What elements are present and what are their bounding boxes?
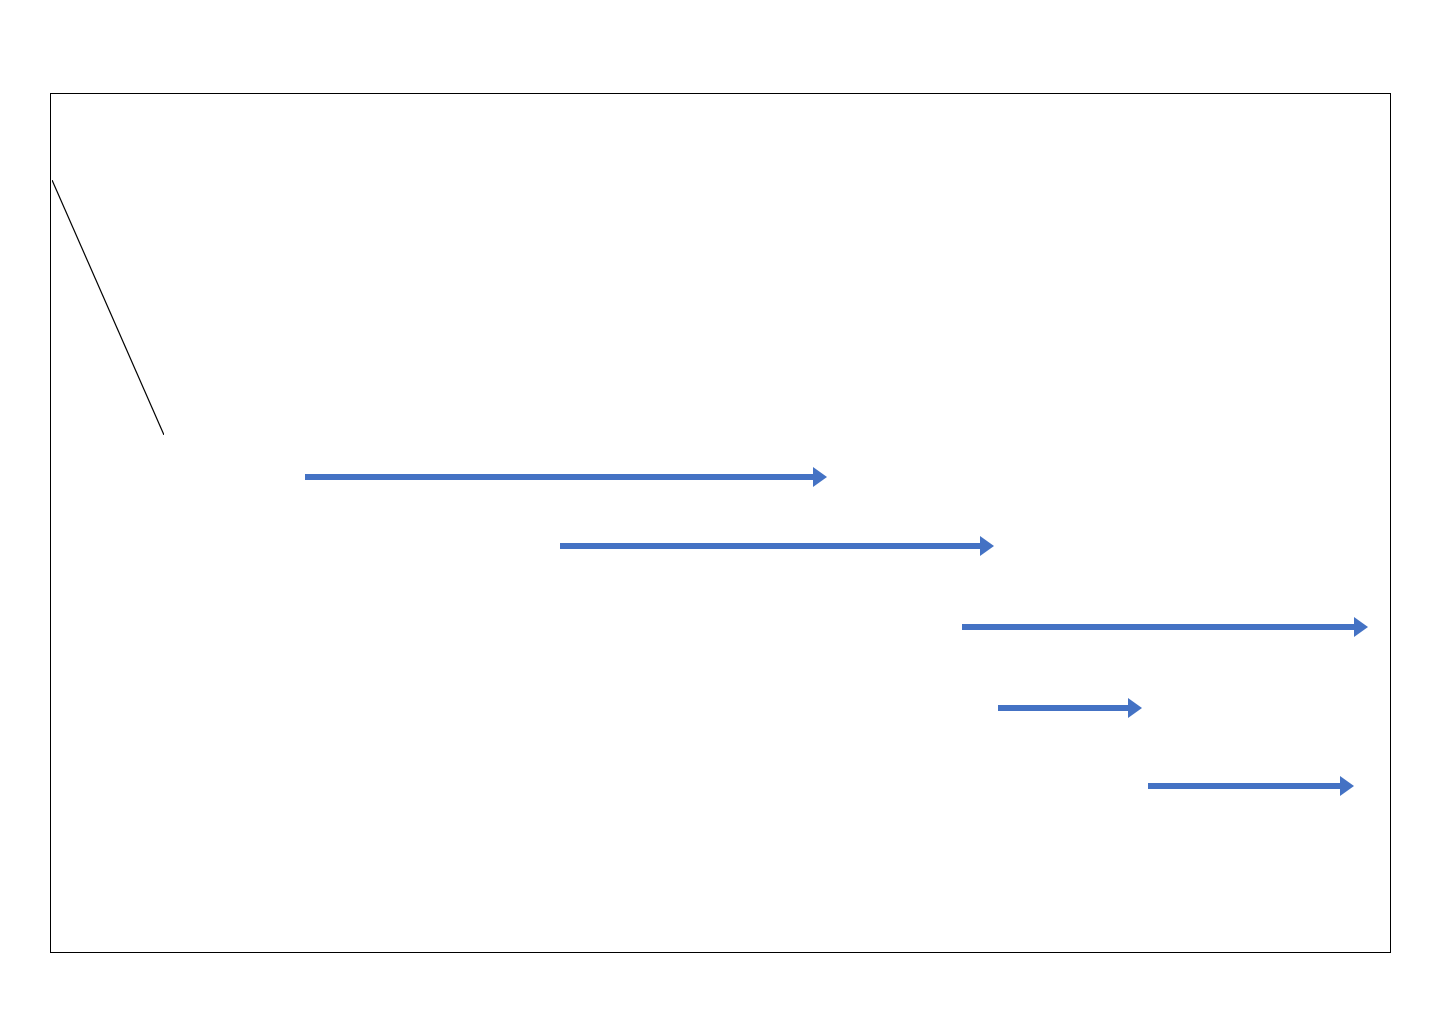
event-cell-2021 [1064,180,1126,435]
oikawa-somu [876,567,960,643]
year-cell-2011 [437,127,498,179]
kimura-career [312,799,1146,875]
oikawa-kaigo [263,567,311,643]
ishiguro-career [312,723,1146,797]
table-title [560,94,920,126]
year-cell-2007 [213,127,262,179]
as-of-date [1205,94,1391,126]
event-cell-2009 [311,180,375,435]
year-cell-2015 [686,127,749,179]
oikawa-start [166,569,262,641]
year-cell-2012 [498,127,560,179]
event-cell-2010 [375,180,437,435]
year-cell-2018 [875,127,937,179]
event-cell-2023 [1196,180,1272,435]
kimura-start [166,801,310,873]
nozawa-start [166,647,310,719]
year-label [52,128,164,178]
year-cell-2008 [262,127,311,179]
event-cell-2015 [686,180,749,435]
year-cell-2013 [560,127,624,179]
year-cell-2020 [997,127,1064,179]
event-cell-2022 [1126,180,1196,435]
year-cell-2016 [749,127,811,179]
event-cell-2025 [1341,180,1391,435]
event-cell-2011 [437,180,498,435]
deputy-name-ishiguro [52,723,168,797]
event-cell-2014 [624,180,686,435]
oikawa-jicho [561,567,685,643]
oikawa-bucho [686,567,874,643]
ishii-career [166,508,496,564]
event-cell-2007 [213,180,262,435]
event-cell-2012 [498,180,560,435]
ishiguro-term-arrow [1148,783,1342,789]
deputy-name-nozaki [52,877,168,953]
event-cell-2016 [749,180,811,435]
nakamura-note [166,439,210,501]
year-cell-2022 [1126,127,1196,179]
year-cell-2021 [1064,127,1126,179]
event-cell-2019 [937,180,997,435]
event-cell-2024 [1272,180,1341,435]
event-cell-2008 [262,180,311,435]
deputy-name-ishii [52,505,168,565]
event-cell-2018 [875,180,937,435]
year-cell-2025 [1341,127,1391,179]
event-cell-2017 [811,180,875,435]
year-cell-2004 [165,127,213,179]
ishii-term-arrow [560,543,982,549]
year-cell-2014 [624,127,686,179]
year-cell-2024 [1272,127,1341,179]
oikawa-term-arrow [962,624,1356,630]
event-cell-2013 [560,180,624,435]
year-cell-2017 [811,127,875,179]
nozaki-career [312,877,1146,953]
nozawa-career [380,647,870,719]
year-cell-2023 [1196,127,1272,179]
nakamura-term-arrow [305,474,815,480]
deputy-name-oikawa [52,567,168,643]
event-cell-2004 [165,180,213,435]
deputy-name-kimura [52,799,168,875]
nozaki-start [166,879,310,951]
year-cell-2019 [937,127,997,179]
deputy-name-nozawa [52,645,168,721]
oikawa-zaisei [312,567,560,643]
nozawa-term-arrow [998,705,1130,711]
ishiguro-start [166,725,310,795]
deputy-name-nakamura [52,437,168,503]
diagonal-divider [52,180,164,435]
event-cell-2020 [997,180,1064,435]
year-cell-2009 [311,127,375,179]
year-cell-2010 [375,127,437,179]
